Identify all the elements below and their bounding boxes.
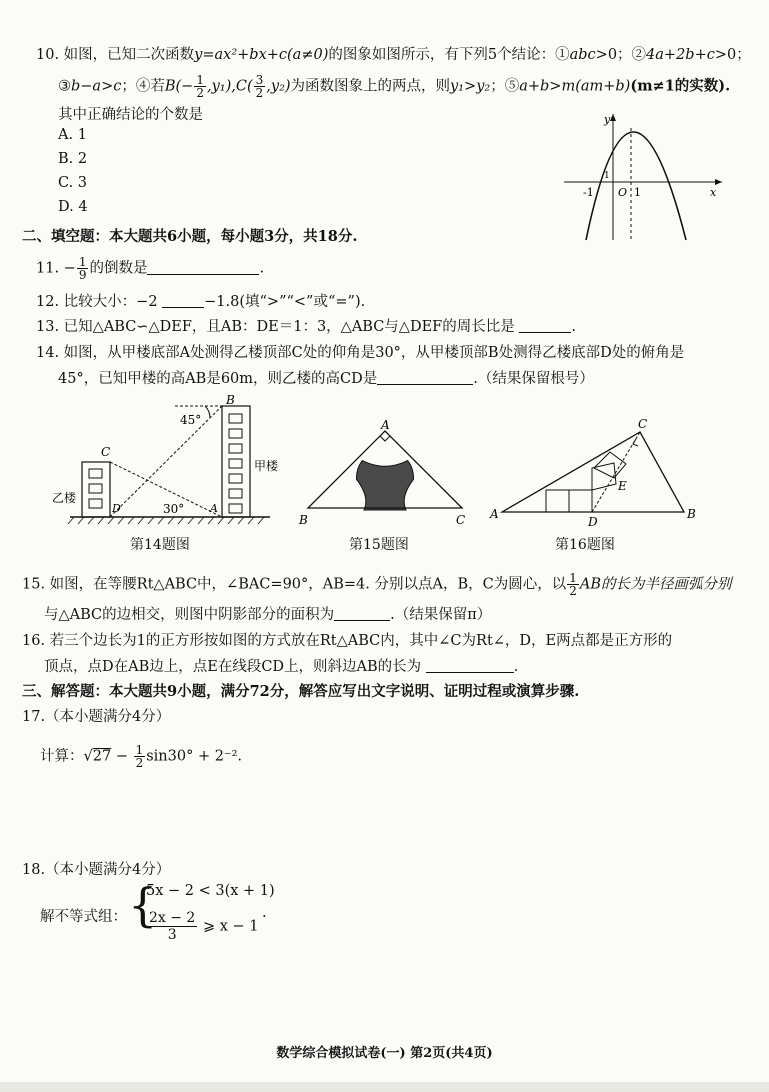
figure-15 xyxy=(296,420,476,530)
fig14-angle-30: 30° xyxy=(163,502,185,516)
graph-y-label: y xyxy=(604,113,611,126)
fig14-label-b: B xyxy=(226,393,235,407)
q13-answer-blank[interactable] xyxy=(519,318,571,333)
fig14-angle-45: 45° xyxy=(180,413,202,427)
graph-tick-1: 1 xyxy=(634,186,641,199)
q11-answer-blank[interactable] xyxy=(147,260,259,275)
q10-line2: ③b−a>c；④若B(− $\frac{1}{2}$ ,y₁),C( $\frac{3}{2}$ ,y₂)为函数图象上的两点，则y₁>y₂；⑤a+b>m(am+b)(m≠1的实数). xyxy=(58,73,731,100)
q18-inequality-1: 5x − 2 < 3(x + 1) xyxy=(146,883,275,899)
q14-line2: 45°，已知甲楼的高AB是60m，则乙楼的高CD是 .（结果保留根号） xyxy=(58,371,594,387)
q15-line2: 与△ABC的边相交，则图中阴影部分的面积为 .（结果保留π） xyxy=(44,607,492,623)
fig14-label-c: C xyxy=(101,445,111,459)
figure-15-caption: 第15题图 xyxy=(349,537,409,553)
q12-answer-blank[interactable] xyxy=(162,293,204,308)
q10-option-b: B. 2 xyxy=(58,151,88,167)
q10-option-a: A. 1 xyxy=(58,127,87,143)
bottom-strip xyxy=(0,1082,769,1092)
fig16-label-c: C xyxy=(638,418,648,431)
q11: 11. − $\frac{1}{9}$ 的倒数是 . xyxy=(36,255,265,282)
fig14-label-jia: 甲楼 xyxy=(254,459,279,473)
fig14-label-yi: 乙楼 xyxy=(52,491,77,505)
graph-y-tick-1: 1 xyxy=(604,171,610,181)
q15-line1: 15. 如图，在等腰Rt△ABC中，∠BAC=90°，AB=4. 分别以点A，B，C为圆心，以 $\frac{1}{2}$ AB的长为半径画弧分别 xyxy=(22,571,732,598)
q10-option-c: C. 3 xyxy=(58,175,88,191)
fig15-label-c: C xyxy=(456,513,466,527)
q15-answer-blank[interactable] xyxy=(334,606,390,621)
q10-option-d: D. 4 xyxy=(58,199,88,215)
graph-tick-minus1: -1 xyxy=(583,186,594,199)
q18-inequality-2: $\frac{2x - 2}{3}$ ⩾ x − 1 xyxy=(149,910,259,943)
figure-14 xyxy=(40,392,280,528)
q12: 12. 比较大小：−2 −1.8(填“>”“<”或“=”). xyxy=(36,294,366,310)
section-2-title: 二、填空题：本大题共6小题，每小题3分，共18分. xyxy=(22,228,358,245)
q13: 13. 已知△ABC∽△DEF，且AB：DE＝1：3，△ABC与△DEF的周长比是 . xyxy=(36,319,576,335)
q16-line1: 16. 若三个边长为1的正方形按如图的方式放在Rt△ABC内，其中∠C为Rt∠，D，E两点都是正方形的 xyxy=(22,633,673,649)
q17-expression: 计算：√27 − $\frac{1}{2}$ sin30° + 2⁻². xyxy=(40,743,243,770)
q14-answer-blank[interactable] xyxy=(377,370,473,385)
figure-14-caption: 第14题图 xyxy=(130,537,190,553)
figure-16-caption: 第16题图 xyxy=(555,537,615,553)
page-footer: 数学综合模拟试卷(一) 第2页(共4页) xyxy=(276,1046,493,1061)
q16-answer-blank[interactable] xyxy=(426,658,514,673)
figure-16 xyxy=(488,418,708,530)
q10-parabola-graph xyxy=(560,108,730,244)
fig16-label-a: A xyxy=(490,507,499,521)
fig14-label-a: A xyxy=(210,502,218,515)
graph-origin-label: O xyxy=(618,186,628,199)
fig16-label-e: E xyxy=(618,479,627,493)
q16-line2: 顶点，点D在AB边上，点E在线段CD上，则斜边AB的长为 . xyxy=(44,659,519,675)
q18-header: 18.（本小题满分4分） xyxy=(22,862,171,878)
q14-line1: 14. 如图，从甲楼底部A处测得乙楼顶部C处的仰角是30°，从甲楼顶部B处测得乙楼底部D处的俯角是 xyxy=(36,345,685,361)
q18-dot: . xyxy=(262,905,267,921)
graph-x-label: x xyxy=(710,186,717,199)
q10-line1: 10. 如图，已知二次函数y=ax²+bx+c(a≠0)的图象如图所示，有下列5个结论：①abc>0；②4a+2b+c>0； xyxy=(36,47,751,63)
q17-header: 17.（本小题满分4分） xyxy=(22,709,171,725)
q18-label: 解不等式组： xyxy=(40,909,127,925)
fig14-label-d: D xyxy=(112,502,121,515)
fig15-label-b: B xyxy=(299,513,308,527)
fig15-label-a: A xyxy=(381,420,390,432)
fig16-label-b: B xyxy=(687,507,696,521)
q10-question: 其中正确结论的个数是 xyxy=(58,107,203,123)
section-3-title: 三、解答题：本大题共9小题，满分72分，解答应写出文字说明、证明过程或演算步骤. xyxy=(22,683,580,700)
fig16-label-d: D xyxy=(588,515,598,529)
q18-brace: { xyxy=(128,878,158,932)
